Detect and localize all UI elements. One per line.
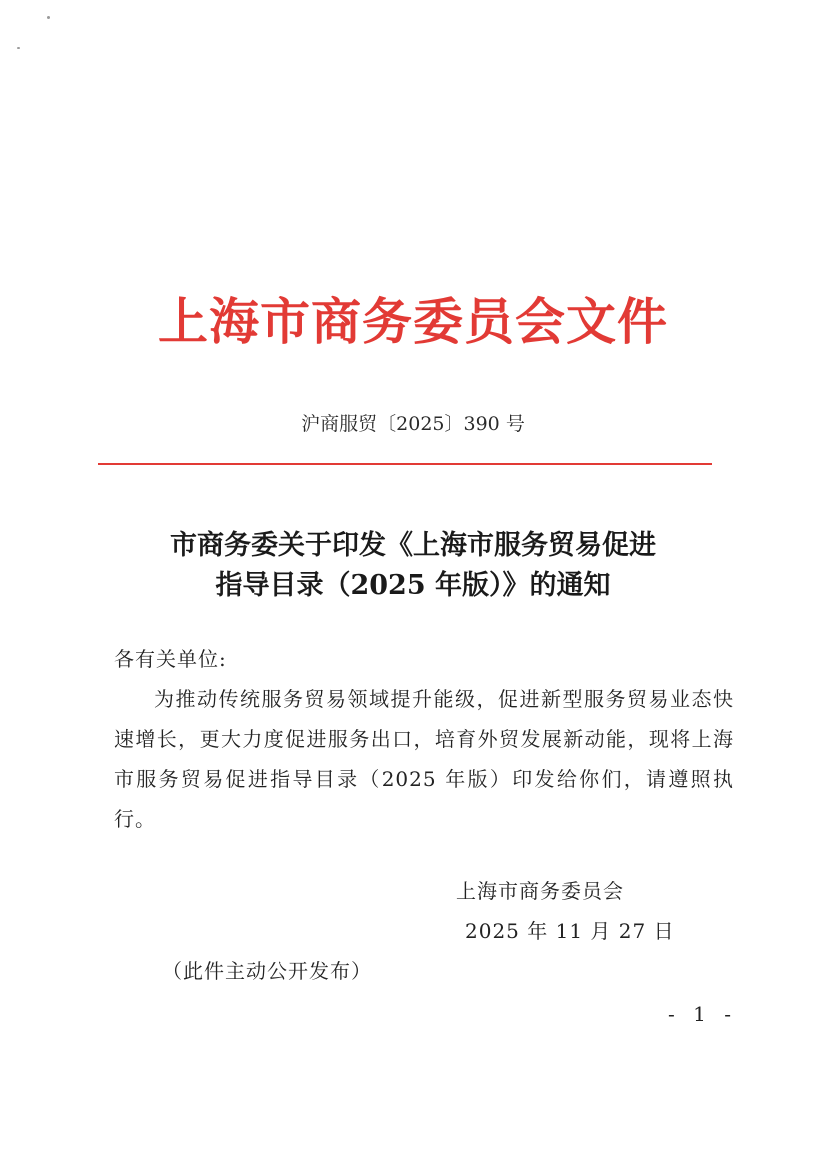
body-paragraph: 为推动传统服务贸易领域提升能级，促进新型服务贸易业态快速增长，更大力度促进服务出口，培育外贸发展新动能，现将上海市服务贸易促进指导目录（2025 年版）印发给你们，请遵照执行。: [114, 687, 734, 831]
red-divider-line: [98, 463, 712, 465]
document-title: [0, 526, 826, 606]
signature-date: 2025 年 11 月 27 日: [465, 919, 675, 943]
disclosure-note: （此件主动公开发布）: [162, 959, 372, 983]
header-title: 上海市商务委员会文件: [158, 292, 668, 351]
salutation: 各有关单位:: [114, 647, 227, 671]
document-title-line2: 指导目录（2025 年版）》的通知: [215, 570, 611, 601]
document-number: 沪商服贸〔2025〕390 号: [301, 413, 525, 435]
page-number: - 1 -: [668, 1002, 737, 1026]
scan-speck: [47, 16, 50, 19]
document-title-line1: 市商务委关于印发《上海市服务贸易促进: [170, 530, 656, 561]
signature-organization: 上海市商务委员会: [456, 879, 624, 903]
scan-speck: [17, 47, 20, 49]
